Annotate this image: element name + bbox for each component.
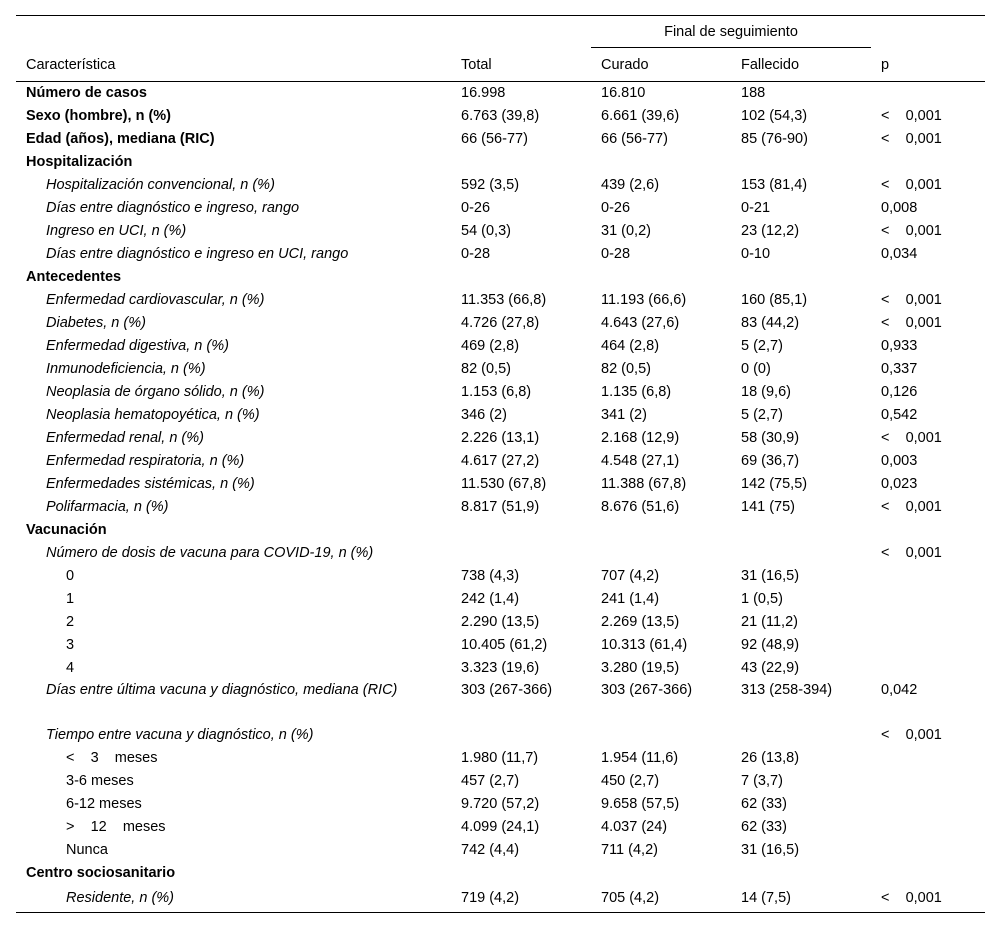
- row-label: Hospitalización: [26, 154, 133, 170]
- cell-curado: 4.037 (24): [601, 819, 668, 835]
- table-body: [16, 82, 985, 913]
- cell-curado: 16.810: [601, 85, 646, 101]
- cell-p-value: 0,003: [881, 453, 918, 469]
- cell-p-value: 0,034: [881, 246, 918, 262]
- cell-p-value: [871, 657, 985, 680]
- cell-p-value: < 0,001: [881, 890, 942, 906]
- cell-total: [451, 724, 591, 747]
- cell-total: 11.353 (66,8): [461, 292, 547, 308]
- cell-curado: 2.269 (13,5): [601, 614, 680, 630]
- row-label: Diabetes, n (%): [46, 315, 146, 331]
- cell-fallecido: [731, 724, 871, 747]
- row-label: Neoplasia hematopoyética, n (%): [46, 407, 260, 423]
- row-label: Enfermedades sistémicas, n (%): [46, 476, 255, 492]
- cell-curado: [591, 151, 731, 174]
- cell-total: [451, 862, 591, 885]
- cell-total: 6.763 (39,8): [461, 108, 540, 124]
- column-header-fallecido: Fallecido: [741, 57, 800, 73]
- table-row: [16, 243, 985, 266]
- table-row: [16, 611, 985, 634]
- cell-fallecido: 1 (0,5): [741, 591, 783, 607]
- table-row: [16, 358, 985, 381]
- column-header-curado: Curado: [601, 57, 649, 73]
- table-row: [16, 793, 985, 816]
- table-row: [16, 724, 985, 747]
- cell-curado: 2.168 (12,9): [601, 430, 680, 446]
- row-label: Hospitalización convencional, n (%): [46, 177, 275, 193]
- cell-fallecido: 313 (258-394): [741, 682, 833, 698]
- cell-total: 738 (4,3): [461, 568, 520, 584]
- cell-curado: 9.658 (57,5): [601, 796, 680, 812]
- cell-p-value: < 0,001: [881, 131, 942, 147]
- cell-fallecido: 141 (75): [741, 499, 796, 515]
- row-label: Antecedentes: [26, 269, 122, 285]
- cell-fallecido: 153 (81,4): [741, 177, 808, 193]
- cell-total: 4.099 (24,1): [461, 819, 540, 835]
- cell-fallecido: 31 (16,5): [741, 568, 800, 584]
- cell-total: 2.290 (13,5): [461, 614, 540, 630]
- cell-p-value: [871, 151, 985, 174]
- cell-p-value: [871, 519, 985, 542]
- cell-fallecido: 62 (33): [741, 819, 787, 835]
- row-label: Enfermedad renal, n (%): [46, 430, 204, 446]
- cell-total: 592 (3,5): [461, 177, 520, 193]
- cell-fallecido: [731, 266, 871, 289]
- cell-p-value: [871, 634, 985, 657]
- cell-total: 4.726 (27,8): [461, 315, 540, 331]
- table-row: [16, 680, 985, 724]
- table-row: [16, 816, 985, 839]
- row-label: Enfermedad cardiovascular, n (%): [46, 292, 265, 308]
- cell-p-value: 0,933: [881, 338, 918, 354]
- cell-total: 303 (267-366): [461, 682, 553, 698]
- cell-total: 82 (0,5): [461, 361, 511, 377]
- table-row: [16, 450, 985, 473]
- cell-fallecido: 26 (13,8): [741, 750, 800, 766]
- cell-p-value: 0,008: [881, 200, 918, 216]
- cell-total: 11.530 (67,8): [461, 476, 547, 492]
- cell-fallecido: 0-10: [741, 246, 771, 262]
- cell-total: 719 (4,2): [461, 890, 520, 906]
- cell-fallecido: 21 (11,2): [741, 614, 798, 630]
- table-row: [16, 770, 985, 793]
- row-label: Número de dosis de vacuna para COVID-19, n (%): [46, 545, 374, 561]
- cell-curado: 711 (4,2): [601, 842, 658, 858]
- table-row: [16, 381, 985, 404]
- cell-fallecido: 43 (22,9): [741, 660, 800, 676]
- cell-total: 242 (1,4): [461, 591, 520, 607]
- cell-p-value: < 0,001: [881, 292, 942, 308]
- cell-curado: 303 (267-366): [601, 682, 693, 698]
- cell-p-value: [871, 816, 985, 839]
- row-label: Inmunodeficiencia, n (%): [46, 361, 206, 377]
- cell-total: 16.998: [461, 85, 506, 101]
- cell-total: 1.153 (6,8): [461, 384, 532, 400]
- cell-curado: 450 (2,7): [601, 773, 660, 789]
- row-label: < 3 meses: [66, 750, 158, 766]
- cell-fallecido: 5 (2,7): [741, 407, 783, 423]
- cell-fallecido: [731, 542, 871, 565]
- table-row: [16, 289, 985, 312]
- table-header: [16, 16, 985, 82]
- cell-p-value: 0,042: [881, 682, 918, 698]
- results-table-container: [16, 15, 985, 913]
- cell-curado: 3.280 (19,5): [601, 660, 680, 676]
- cell-p-value: [871, 611, 985, 634]
- cell-p-value: 0,337: [881, 361, 918, 377]
- cell-fallecido: 23 (12,2): [741, 223, 800, 239]
- column-header-total: Total: [461, 57, 492, 73]
- cell-total: 457 (2,7): [461, 773, 520, 789]
- cell-curado: 8.676 (51,6): [601, 499, 680, 515]
- cell-fallecido: 102 (54,3): [741, 108, 808, 124]
- cell-curado: 341 (2): [601, 407, 647, 423]
- cell-curado: 241 (1,4): [601, 591, 660, 607]
- cell-fallecido: 5 (2,7): [741, 338, 783, 354]
- cell-total: 1.980 (11,7): [461, 750, 539, 766]
- cell-curado: 0-26: [601, 200, 631, 216]
- cell-p-value: [871, 793, 985, 816]
- row-label: Tiempo entre vacuna y diagnóstico, n (%): [46, 727, 314, 743]
- cell-fallecido: 83 (44,2): [741, 315, 800, 331]
- cell-fallecido: 18 (9,6): [741, 384, 791, 400]
- cell-curado: 1.954 (11,6): [601, 750, 679, 766]
- table-row: [16, 839, 985, 862]
- cell-p-value: [871, 565, 985, 588]
- cell-curado: 4.548 (27,1): [601, 453, 680, 469]
- cell-curado: [591, 542, 731, 565]
- table-row: [16, 747, 985, 770]
- row-label: 0: [66, 568, 75, 584]
- header-label-row: [16, 49, 985, 82]
- cell-total: 8.817 (51,9): [461, 499, 540, 515]
- cell-total: 346 (2): [461, 407, 507, 423]
- header-group-row: [16, 16, 985, 50]
- table-row: [16, 128, 985, 151]
- cell-total: 3.323 (19,6): [461, 660, 540, 676]
- cell-fallecido: 58 (30,9): [741, 430, 800, 446]
- row-label: 2: [66, 614, 75, 630]
- cell-p-value: < 0,001: [881, 430, 942, 446]
- row-label: Sexo (hombre), n (%): [26, 108, 172, 124]
- cell-total: [451, 266, 591, 289]
- cell-fallecido: 85 (76-90): [741, 131, 808, 147]
- column-header-characteristic: Característica: [26, 57, 116, 73]
- row-label: Polifarmacia, n (%): [46, 499, 169, 515]
- cell-fallecido: [731, 862, 871, 885]
- row-label: Neoplasia de órgano sólido, n (%): [46, 384, 265, 400]
- table-row: [16, 588, 985, 611]
- table-row: [16, 542, 985, 565]
- cell-p-value: < 0,001: [881, 108, 942, 124]
- cell-p-value: [871, 770, 985, 793]
- table-row: [16, 404, 985, 427]
- cell-curado: 66 (56-77): [601, 131, 668, 147]
- row-label: Número de casos: [26, 85, 147, 101]
- cell-p-value: [871, 588, 985, 611]
- cell-total: [451, 151, 591, 174]
- cell-curado: [591, 519, 731, 542]
- cell-total: [451, 542, 591, 565]
- row-label: Ingreso en UCI, n (%): [46, 223, 187, 239]
- row-label: 6-12 meses: [66, 796, 142, 812]
- table-row: [16, 565, 985, 588]
- row-label: Días entre diagnóstico e ingreso en UCI, rango: [46, 246, 349, 262]
- row-label: 3-6 meses: [66, 773, 134, 789]
- cell-curado: 10.313 (61,4): [601, 637, 688, 653]
- row-label: Días entre última vacuna y diagnóstico, mediana (RIC): [46, 682, 398, 698]
- row-label: Días entre diagnóstico e ingreso, rango: [46, 200, 300, 216]
- row-label: Vacunación: [26, 522, 107, 538]
- cell-total: 66 (56-77): [461, 131, 528, 147]
- cell-fallecido: [731, 151, 871, 174]
- cell-fallecido: 0-21: [741, 200, 771, 216]
- table-row: [16, 220, 985, 243]
- cell-fallecido: 0 (0): [741, 361, 771, 377]
- table-row: [16, 151, 985, 174]
- cell-curado: 1.135 (6,8): [601, 384, 672, 400]
- cell-curado: 82 (0,5): [601, 361, 651, 377]
- cell-total: 9.720 (57,2): [461, 796, 540, 812]
- cell-fallecido: 62 (33): [741, 796, 787, 812]
- cell-p-value: < 0,001: [881, 223, 942, 239]
- cell-p-value: < 0,001: [881, 545, 942, 561]
- table-row: [16, 174, 985, 197]
- cell-p-value: 0,126: [881, 384, 918, 400]
- cell-curado: 464 (2,8): [601, 338, 660, 354]
- row-label: > 12 meses: [66, 819, 166, 835]
- cell-curado: 4.643 (27,6): [601, 315, 680, 331]
- cell-curado: 439 (2,6): [601, 177, 660, 193]
- cell-p-value: < 0,001: [881, 177, 942, 193]
- cell-total: 0-26: [461, 200, 491, 216]
- row-label: Edad (años), mediana (RIC): [26, 131, 215, 147]
- cell-total: 54 (0,3): [461, 223, 511, 239]
- row-label: Nunca: [66, 842, 108, 858]
- cell-total: 10.405 (61,2): [461, 637, 548, 653]
- cell-curado: 705 (4,2): [601, 890, 660, 906]
- cell-curado: 6.661 (39,6): [601, 108, 680, 124]
- cell-p-value: 0,542: [881, 407, 918, 423]
- cell-total: 742 (4,4): [461, 842, 520, 858]
- cell-fallecido: 92 (48,9): [741, 637, 800, 653]
- cell-fallecido: 69 (36,7): [741, 453, 800, 469]
- group-header-final-seguimiento: Final de seguimiento: [591, 16, 871, 50]
- table-row: [16, 885, 985, 913]
- row-label: Centro sociosanitario: [26, 865, 176, 881]
- cell-curado: [591, 862, 731, 885]
- table-row: [16, 657, 985, 680]
- cell-p-value: [871, 266, 985, 289]
- table-row: [16, 473, 985, 496]
- table-row: [16, 335, 985, 358]
- table-row: [16, 312, 985, 335]
- cell-fallecido: 160 (85,1): [741, 292, 808, 308]
- cell-fallecido: 14 (7,5): [741, 890, 791, 906]
- row-label: Enfermedad digestiva, n (%): [46, 338, 229, 354]
- table-row: [16, 496, 985, 519]
- row-label: Enfermedad respiratoria, n (%): [46, 453, 245, 469]
- row-label: Residente, n (%): [66, 890, 174, 906]
- cell-p-value: 0,023: [881, 476, 918, 492]
- cell-fallecido: 188: [741, 85, 766, 101]
- cell-p-value: < 0,001: [881, 499, 942, 515]
- cell-fallecido: 142 (75,5): [741, 476, 808, 492]
- cell-p-value: < 0,001: [881, 727, 942, 743]
- cell-fallecido: 7 (3,7): [741, 773, 783, 789]
- cell-total: 0-28: [461, 246, 491, 262]
- row-label: 4: [66, 660, 75, 676]
- cell-curado: 0-28: [601, 246, 631, 262]
- cell-curado: 11.388 (67,8): [601, 476, 687, 492]
- cell-p-value: < 0,001: [881, 315, 942, 331]
- cell-total: 2.226 (13,1): [461, 430, 540, 446]
- cell-total: 4.617 (27,2): [461, 453, 540, 469]
- results-table: [16, 15, 985, 913]
- cell-fallecido: [731, 519, 871, 542]
- table-row: [16, 105, 985, 128]
- cell-total: 469 (2,8): [461, 338, 520, 354]
- cell-fallecido: 31 (16,5): [741, 842, 800, 858]
- cell-curado: 31 (0,2): [601, 223, 651, 239]
- cell-p-value: [871, 747, 985, 770]
- cell-p-value: [871, 82, 985, 106]
- table-row: [16, 427, 985, 450]
- cell-p-value: [871, 862, 985, 885]
- column-header-p: p: [881, 57, 890, 73]
- row-label: 1: [66, 591, 75, 607]
- table-row: [16, 82, 985, 106]
- table-row: [16, 266, 985, 289]
- table-row: [16, 634, 985, 657]
- table-row: [16, 197, 985, 220]
- cell-total: [451, 519, 591, 542]
- cell-curado: [591, 266, 731, 289]
- cell-curado: [591, 724, 731, 747]
- row-label: 3: [66, 637, 75, 653]
- table-row: [16, 862, 985, 885]
- cell-p-value: [871, 839, 985, 862]
- cell-curado: 11.193 (66,6): [601, 292, 687, 308]
- table-row: [16, 519, 985, 542]
- cell-curado: 707 (4,2): [601, 568, 660, 584]
